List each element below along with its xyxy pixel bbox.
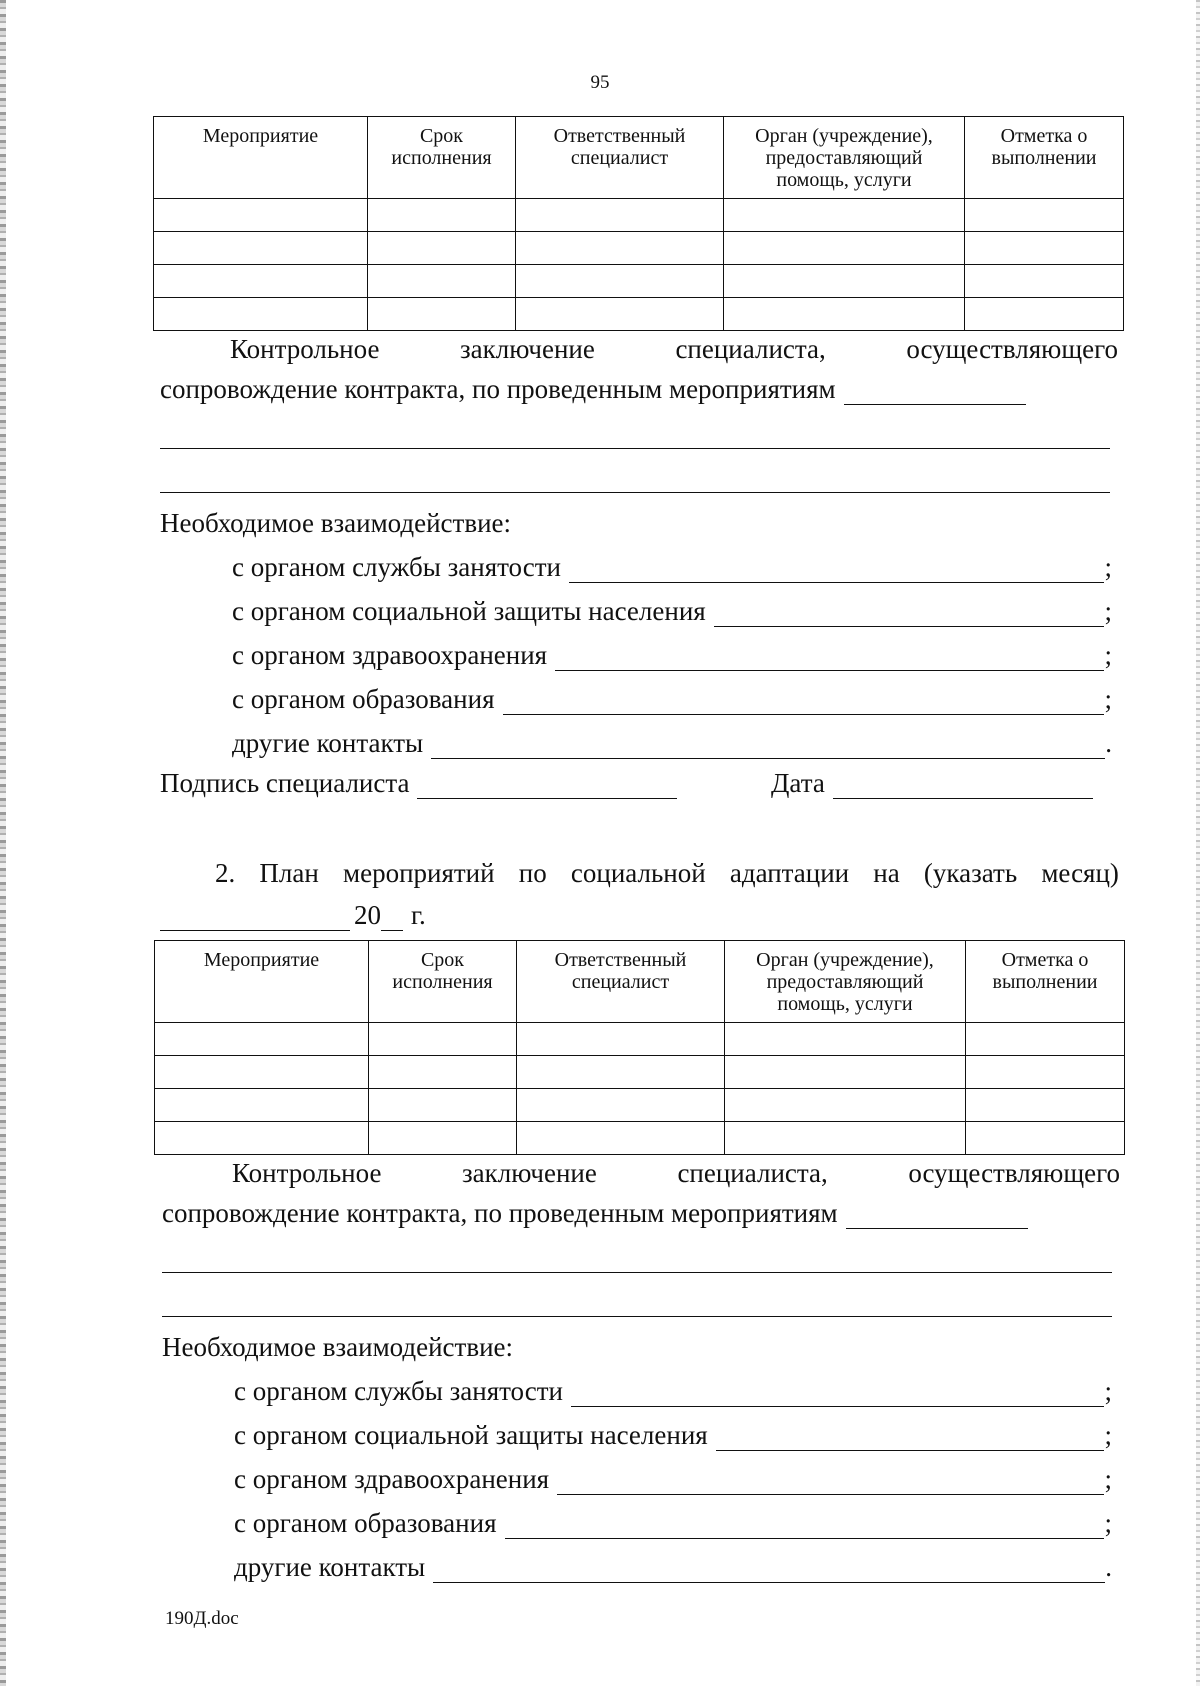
table-cell[interactable]: [724, 298, 965, 331]
column-header-line: помощь, услуги: [777, 993, 913, 1015]
table-cell[interactable]: [369, 1089, 517, 1122]
column-header: [724, 117, 965, 199]
conclusion-rule-1[interactable]: [160, 448, 1110, 449]
column-header-line: Орган (учреждение),: [755, 125, 933, 147]
table-cell[interactable]: [368, 298, 516, 331]
table-row: [154, 232, 1124, 265]
table-header-row: [155, 941, 1125, 1023]
word: Контрольное: [230, 334, 380, 364]
table-cell[interactable]: [155, 1122, 369, 1155]
column-header: [725, 941, 966, 1023]
word: Контрольное: [232, 1158, 382, 1188]
column-header: [965, 117, 1124, 199]
table-cell[interactable]: [155, 1023, 369, 1056]
interaction-blank[interactable]: [503, 690, 1105, 715]
word: осуществляющего: [908, 1158, 1120, 1188]
table-cell[interactable]: [154, 298, 368, 331]
column-header-line: предоставляющий: [766, 971, 924, 993]
interaction-label: с органом социальной защиты населения: [232, 596, 706, 626]
column-header: [368, 117, 516, 199]
table-cell[interactable]: [725, 1122, 966, 1155]
interaction-blank[interactable]: [433, 1558, 1105, 1583]
section2-year-row: [160, 900, 426, 931]
word: специалиста,: [677, 1158, 828, 1188]
interaction-end-mark: ;: [1104, 1420, 1112, 1450]
signature-label: Подпись специалиста: [160, 768, 410, 798]
year-suffix: г.: [411, 900, 426, 930]
column-header-line: Отметка о: [1000, 125, 1088, 147]
interaction-label: с органом службы занятости: [232, 552, 561, 582]
interaction-label: с органом здравоохранения: [234, 1464, 550, 1494]
word: специалиста,: [675, 334, 826, 364]
table-row: [155, 1122, 1125, 1155]
interaction-blank[interactable]: [716, 1426, 1105, 1451]
plan-table-1: [153, 116, 1124, 331]
word: заключение: [462, 1158, 597, 1188]
table-cell[interactable]: [516, 232, 724, 265]
section2-heading: [215, 858, 1119, 889]
conclusion-rule-2[interactable]: [162, 1316, 1112, 1317]
interaction-row: [232, 728, 1112, 759]
word: адаптации: [729, 858, 850, 888]
interaction-title: Необходимое взаимодействие:: [160, 508, 512, 538]
word: осуществляющего: [906, 334, 1118, 364]
table-cell[interactable]: [517, 1056, 725, 1089]
interaction-row: [234, 1420, 1112, 1451]
table-cell[interactable]: [965, 232, 1124, 265]
interaction-label: с органом здравоохранения: [232, 640, 548, 670]
month-blank[interactable]: [160, 906, 350, 931]
interaction-blank[interactable]: [557, 1470, 1104, 1495]
interaction-row: [232, 596, 1112, 627]
conclusion-blank[interactable]: [844, 380, 1026, 405]
interaction-label: с органом службы занятости: [234, 1376, 563, 1406]
signature-row: [160, 768, 677, 799]
interaction-row: [234, 1552, 1112, 1583]
table-cell[interactable]: [155, 1056, 369, 1089]
table-row: [155, 1023, 1125, 1056]
interaction-end-mark: ;: [1104, 640, 1112, 670]
interaction-blank[interactable]: [555, 646, 1104, 671]
conclusion-line-2: [162, 1198, 1028, 1229]
table-cell[interactable]: [517, 1089, 725, 1122]
column-header-line: специалист: [571, 971, 670, 993]
column-header-line: исполнения: [392, 971, 493, 993]
table-cell[interactable]: [725, 1056, 966, 1089]
table-cell[interactable]: [154, 199, 368, 232]
interaction-end-mark: ;: [1104, 596, 1112, 626]
scan-edge-left: [0, 0, 6, 1686]
conclusion-rule-2[interactable]: [160, 492, 1110, 493]
table-cell[interactable]: [966, 1056, 1125, 1089]
table-cell[interactable]: [724, 232, 965, 265]
word: социальной: [570, 858, 706, 888]
table-cell[interactable]: [368, 265, 516, 298]
table-cell[interactable]: [368, 199, 516, 232]
date-blank[interactable]: [833, 774, 1093, 799]
column-header: [369, 941, 517, 1023]
interaction-label: с органом образования: [232, 684, 495, 714]
table-cell[interactable]: [966, 1122, 1125, 1155]
table-cell[interactable]: [516, 199, 724, 232]
interaction-row: [232, 640, 1112, 671]
table-cell[interactable]: [155, 1089, 369, 1122]
column-header-line: Ответственный: [553, 125, 686, 147]
page-number: 95: [590, 72, 610, 93]
conclusion-rule-1[interactable]: [162, 1272, 1112, 1273]
word: План: [259, 858, 319, 888]
scan-edge-right: [1196, 0, 1200, 1686]
column-header-line: выполнении: [992, 971, 1098, 993]
table-row: [154, 298, 1124, 331]
interaction-row: [232, 552, 1112, 583]
column-header-line: помощь, услуги: [776, 169, 912, 191]
table-row: [155, 1056, 1125, 1089]
column-header: [155, 941, 369, 1023]
word: 2.: [215, 858, 236, 888]
conclusion-line-1: [232, 1158, 1120, 1189]
table-cell[interactable]: [725, 1023, 966, 1056]
interaction-row: [234, 1508, 1112, 1539]
interaction-blank[interactable]: [714, 602, 1105, 627]
table-cell[interactable]: [965, 298, 1124, 331]
table-cell[interactable]: [368, 232, 516, 265]
column-header: [516, 117, 724, 199]
table-cell[interactable]: [154, 265, 368, 298]
word: на: [873, 858, 900, 888]
interaction-row: [232, 684, 1112, 715]
word: мероприятий: [343, 858, 495, 888]
interaction-blank[interactable]: [571, 1382, 1105, 1407]
year-blank[interactable]: [381, 906, 403, 931]
column-header-line: предоставляющий: [765, 147, 923, 169]
interaction-label: с органом образования: [234, 1508, 497, 1538]
column-header: [517, 941, 725, 1023]
table-header-row: [154, 117, 1124, 199]
table-cell[interactable]: [724, 199, 965, 232]
conclusion-line-1: [230, 334, 1118, 365]
interaction-blank[interactable]: [569, 558, 1105, 583]
table-row: [155, 1089, 1125, 1122]
footer-filename: 190Д.doc: [165, 1608, 239, 1629]
conclusion-line-2: [160, 374, 1026, 405]
table-cell[interactable]: [517, 1023, 725, 1056]
conclusion-text: сопровождение контракта, по проведенным мероприятиям: [162, 1198, 838, 1228]
table-cell[interactable]: [966, 1089, 1125, 1122]
interaction-title: Необходимое взаимодействие:: [162, 1332, 514, 1362]
interaction-label: другие контакты: [234, 1552, 426, 1582]
column-header-line: Срок: [419, 125, 464, 147]
date-label: Дата: [771, 768, 825, 798]
table-cell[interactable]: [965, 265, 1124, 298]
column-header-line: выполнении: [991, 147, 1097, 169]
table-cell[interactable]: [725, 1089, 966, 1122]
column-header-line: Ответственный: [554, 949, 687, 971]
column-header: [966, 941, 1125, 1023]
year-prefix: 20: [354, 900, 381, 930]
table-row: [154, 199, 1124, 232]
interaction-row: [234, 1376, 1112, 1407]
interaction-row: [234, 1464, 1112, 1495]
column-header-line: специалист: [570, 147, 669, 169]
interaction-end-mark: ;: [1104, 552, 1112, 582]
table-cell[interactable]: [369, 1122, 517, 1155]
table-cell[interactable]: [724, 265, 965, 298]
column-header-line: Мероприятие: [203, 949, 320, 971]
table-cell[interactable]: [516, 265, 724, 298]
interaction-label: с органом социальной защиты населения: [234, 1420, 708, 1450]
column-header-line: Срок: [420, 949, 465, 971]
table-cell[interactable]: [516, 298, 724, 331]
conclusion-text: сопровождение контракта, по проведенным мероприятиям: [160, 374, 836, 404]
table-cell[interactable]: [517, 1122, 725, 1155]
table-cell[interactable]: [369, 1056, 517, 1089]
interaction-end-mark: ;: [1104, 1464, 1112, 1494]
interaction-end-mark: ;: [1104, 684, 1112, 714]
interaction-end-mark: .: [1105, 1552, 1112, 1582]
word: заключение: [460, 334, 595, 364]
column-header-line: Мероприятие: [202, 125, 319, 147]
column-header-line: Орган (учреждение),: [756, 949, 934, 971]
word: месяц): [1041, 858, 1119, 888]
table-cell[interactable]: [965, 199, 1124, 232]
signature-blank[interactable]: [417, 774, 677, 799]
table-cell[interactable]: [154, 232, 368, 265]
interaction-end-mark: ;: [1104, 1376, 1112, 1406]
table-cell[interactable]: [369, 1023, 517, 1056]
column-header-line: Отметка о: [1001, 949, 1089, 971]
column-header: [154, 117, 368, 199]
table-cell[interactable]: [966, 1023, 1125, 1056]
conclusion-blank[interactable]: [846, 1204, 1028, 1229]
word: по: [518, 858, 547, 888]
word: (указать: [923, 858, 1018, 888]
plan-table-2: [154, 940, 1125, 1155]
interaction-end-mark: .: [1105, 728, 1112, 758]
interaction-blank[interactable]: [431, 734, 1105, 759]
interaction-label: другие контакты: [232, 728, 424, 758]
interaction-end-mark: ;: [1104, 1508, 1112, 1538]
interaction-blank[interactable]: [505, 1514, 1105, 1539]
table-row: [154, 265, 1124, 298]
date-row: [771, 768, 1093, 799]
column-header-line: исполнения: [391, 147, 492, 169]
